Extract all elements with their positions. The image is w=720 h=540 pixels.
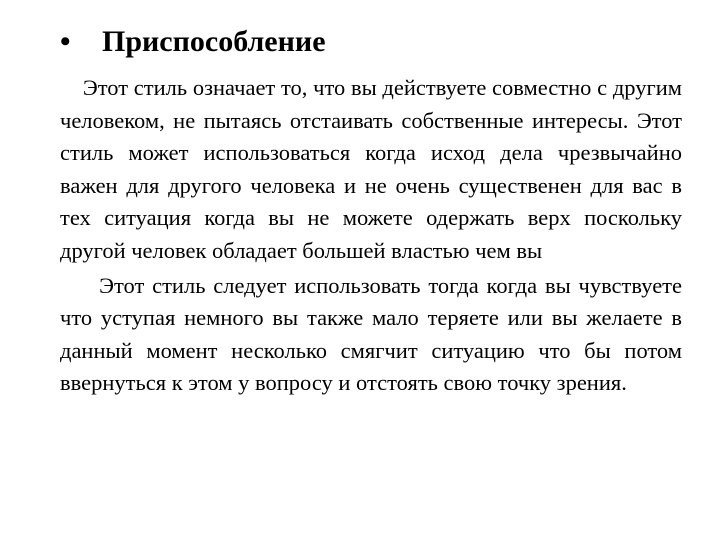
paragraph-2-indent [60,273,99,298]
slide-title: Приспособление [102,25,326,58]
paragraph-1-indent [60,75,83,100]
bullet-icon: • [60,25,71,58]
slide-body [60,72,682,400]
paragraph-1 [60,72,682,268]
paragraph-2-text: Этот стиль следует использовать тогда когда вы чувствуете что уступая немного вы также мало теряете или вы желаете в данный момент несколько смягчит ситуацию что бы потом ввернуться к этом у вопросу и отстоять свою точку зрения. [60,272,682,396]
slide-heading [60,22,326,62]
paragraph-1-text: Этот стиль означает то, что вы действуете совместно с другим человеком, не пытаясь отстаивать собственные интересы. Этот стиль может использоваться когда исход дела чрезвычайно важен для другого человека и не очень существенен для вас в тех ситуация когда вы не можете одержать верх поскольку другой человек обладает большей властью чем вы [60,75,683,263]
paragraph-2 [60,270,682,400]
